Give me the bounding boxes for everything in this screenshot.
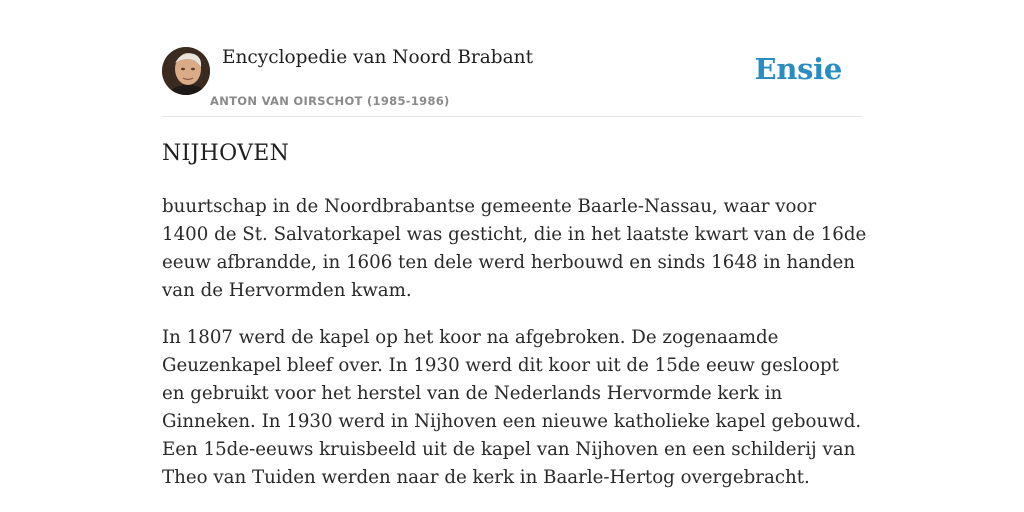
entry-title: NIJHOVEN: [162, 141, 290, 166]
author-name[interactable]: ANTON VAN OIRSCHOT (1985-1986): [210, 94, 450, 108]
ensie-logo[interactable]: Ensie: [754, 52, 842, 86]
source-title[interactable]: Encyclopedie van Noord Brabant: [222, 47, 534, 68]
entry-paragraph: In 1807 werd de kapel op het koor na afgebroken. De zogenaamde Geuzenkapel bleef over. In 1930 werd dit koor uit de 15de eeuw gesloopt en gebruikt voor het herstel van de Nederlands Hervormde kerk in Ginneken. In 1930 werd in Nijhoven een nieuwe katholieke kapel gebouwd. Een 15de-eeuws kruisbeeld uit de kapel van Nijhoven en een schilderij van Theo van Tuiden werden naar de kerk in Baarle-Hertog overgebracht.: [162, 327, 862, 488]
author-avatar: [162, 47, 210, 95]
entry-paragraph: buurtschap in de Noordbrabantse gemeente Baarle-Nassau, waar voor 1400 de St. Salvatorkapel was gesticht, die in het laatste kwart van de 16de eeuw afbrandde, in 1606 ten dele werd herbouwd en sinds 1648 in handen van de Hervormden kwam.: [162, 196, 867, 301]
header: [162, 44, 862, 117]
entry-body: [162, 193, 867, 511]
